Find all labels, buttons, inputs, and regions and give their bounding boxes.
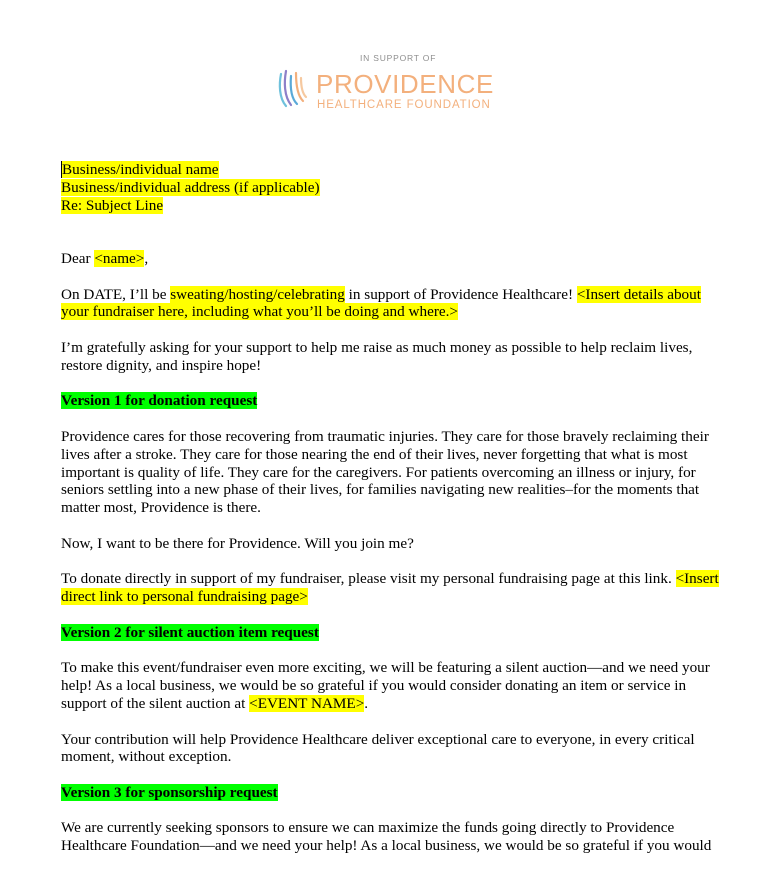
providence-logo [278,52,508,118]
letter-body[interactable] [61,161,721,873]
version-3-body: We are currently seeking sponsors to ensure we can maximize the funds going directly to Providence Healthcare Foundation—and we need your help! As a local business, we would be so grateful if you would [61,819,712,855]
logo-support-text: IN SUPPORT OF [360,53,437,63]
version-1-join: Now, I want to be there for Providence. Will you join me? [61,534,414,552]
intro-text: On DATE, I’ll be [61,285,171,303]
ask-paragraph: I’m gratefully asking for your support to help me raise as much money as possible to help reclaim lives, restore dignity, and inspire hope! [61,338,693,374]
version-3-heading-text: Version 3 for sponsorship request [61,783,278,801]
intro-paragraph [61,286,721,322]
version-1-body: Providence cares for those recovering from traumatic injuries. They care for those bravely reclaiming their lives after a stroke. They care for those nearing the end of their lives, never forgetting that what is most important is quality of life. They care for the caregivers. For patients overcoming an illness or injury, for seniors settling into a new phase of their lives, for families navigating new realities–for the moments that matter most, Providence is there. [61,427,709,517]
greeting-prefix: Dear [61,249,95,267]
intro-text-2: in support of Providence Healthcare! [344,285,577,303]
business-name: Business/individual name [62,161,219,178]
event-name-placeholder: <EVENT NAME> [249,694,365,712]
link-text: To donate directly in support of my fundraiser, please visit my personal fundraising page at this link. [61,570,676,588]
version-2-heading-text: Version 2 for silent auction item request [61,623,319,641]
greeting-name-placeholder: <name> [94,249,145,267]
greeting [61,250,721,268]
version-3-heading [61,784,721,802]
logo-subtitle: HEALTHCARE FOUNDATION [317,99,491,111]
version-2-body [61,659,721,712]
activity-placeholder: sweating/hosting/celebrating [170,285,345,303]
subject-line: Re: Subject Line [61,196,164,214]
greeting-suffix: , [144,249,149,267]
version-2-body-text: To make this event/fundraiser even more exciting, we will be featuring a silent auction—and we need your help! As a local business, we would be so grateful if you would consider donating an item or service in support of the silent auction at [61,659,710,712]
logo-name: PROVIDENCE [316,69,494,99]
version-2-body-end: . [364,694,369,712]
business-address: Business/individual address (if applicable) [61,178,320,196]
version-1-heading-text: Version 1 for donation request [61,392,258,410]
fundraising-link-placeholder: <Insert direct link to personal fundraising page> [61,570,719,606]
letter-header [61,161,721,214]
version-2-heading [61,624,721,642]
fundraiser-details-placeholder: <Insert details about your fundraiser here, including what you’ll be doing and where.> [61,285,701,321]
version-1-link-paragraph [61,570,721,606]
version-1-heading [61,392,721,410]
providence-logo-mark-icon [278,68,308,112]
contribution-paragraph: Your contribution will help Providence Healthcare deliver exceptional care to everyone, in every critical moment, without exception. [61,730,695,766]
